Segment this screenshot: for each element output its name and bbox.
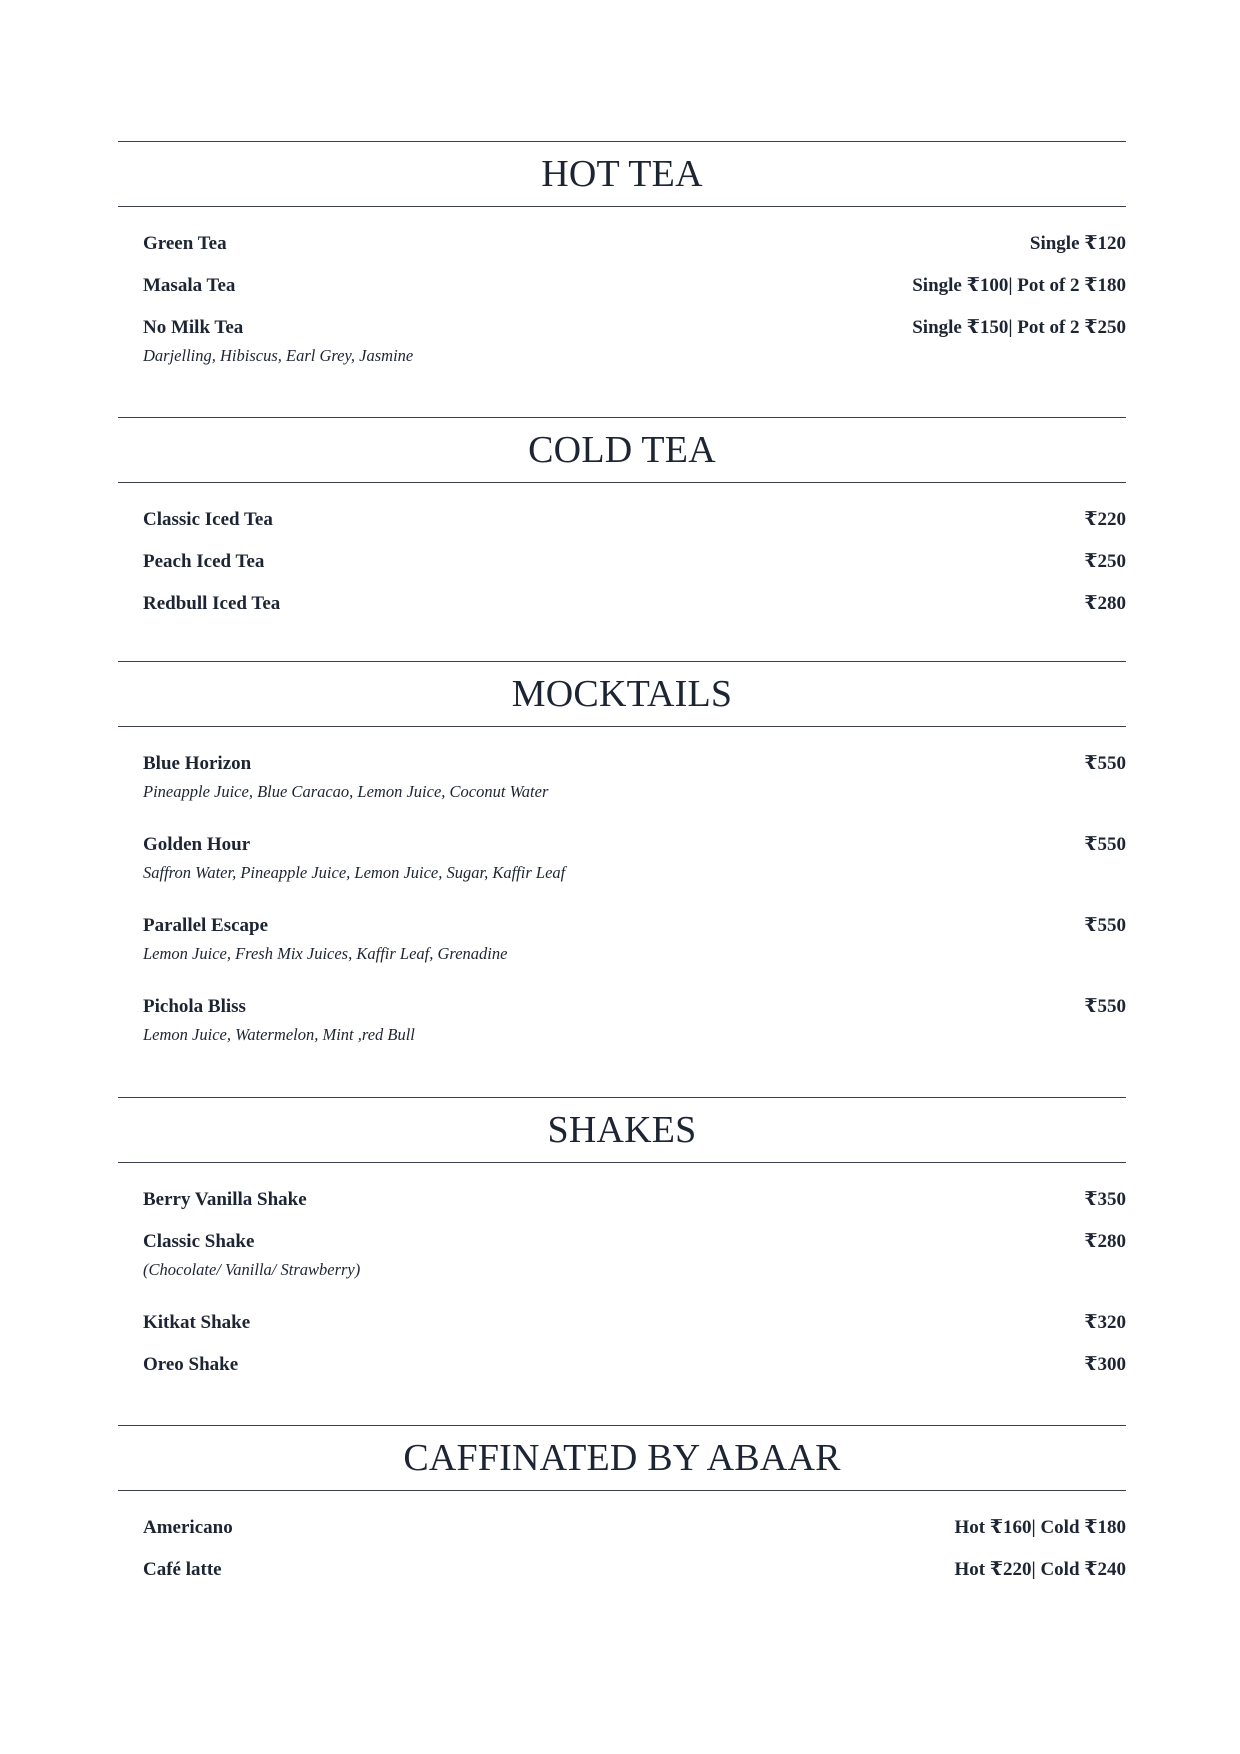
menu-item-block [143,905,1126,969]
item-description: Darjelling, Hibiscus, Earl Grey, Jasmine [143,346,414,365]
item-price: ₹550 [1084,996,1126,1017]
item-name: Classic Iced Tea [143,509,273,530]
item-name: Café latte [143,1559,222,1580]
item-price: ₹250 [1084,551,1126,572]
section-title: SHAKES [547,1109,697,1151]
item-price: Single ₹150| Pot of 2 ₹250 [912,317,1126,338]
section-cold-tea [118,417,1126,661]
item-price: ₹280 [1084,1231,1126,1252]
menu-item-block [143,824,1126,888]
item-name: Oreo Shake [143,1354,239,1375]
menu-item [143,1221,1126,1263]
section-caffinated [118,1425,1126,1595]
item-name: Kitkat Shake [143,1312,251,1333]
section-header [118,417,1126,483]
menu-item [143,223,1126,265]
item-description: Lemon Juice, Watermelon, Mint ,red Bull [143,1025,415,1044]
item-list [118,1491,1126,1591]
menu-item [143,1179,1126,1221]
menu-item [143,743,1126,785]
item-price: Hot ₹160| Cold ₹180 [954,1517,1126,1538]
item-name: Peach Iced Tea [143,551,265,572]
item-price: ₹550 [1084,834,1126,855]
section-title: HOT TEA [541,153,703,195]
menu-item [143,824,1126,866]
menu-item [143,307,1126,349]
menu-item [143,986,1126,1028]
item-price: ₹550 [1084,915,1126,936]
item-description: (Chocolate/ Vanilla/ Strawberry) [143,1260,361,1279]
item-price: Single ₹120 [1029,233,1126,254]
item-name: Pichola Bliss [143,996,246,1017]
section-hot-tea [118,141,1126,417]
menu-page [118,141,1126,1595]
item-name: Berry Vanilla Shake [143,1189,307,1210]
item-price: ₹280 [1084,593,1126,614]
menu-item-block [143,1221,1126,1285]
section-header [118,141,1126,207]
item-list [118,1163,1126,1386]
item-price: Hot ₹220| Cold ₹240 [954,1559,1126,1580]
menu-item [143,1344,1126,1386]
item-name: Masala Tea [143,275,236,296]
menu-item [143,541,1126,583]
item-name: Blue Horizon [143,753,252,774]
item-price: ₹220 [1084,509,1126,530]
menu-item [143,1549,1126,1591]
item-description: Pineapple Juice, Blue Caracao, Lemon Juice, Coconut Water [143,782,549,801]
item-price: ₹350 [1084,1189,1126,1210]
section-header [118,1097,1126,1163]
menu-item-block [143,743,1126,807]
section-shakes [118,1097,1126,1425]
item-name: Redbull Iced Tea [143,593,281,614]
menu-item [143,1302,1126,1344]
section-mocktails [118,661,1126,1097]
item-name: No Milk Tea [143,317,244,338]
item-list [118,483,1126,625]
item-list [118,207,1126,371]
menu-item [143,499,1126,541]
section-title: COLD TEA [528,429,716,471]
item-name: Green Tea [143,233,227,254]
menu-item [143,1507,1126,1549]
menu-item [143,583,1126,625]
item-price: ₹300 [1084,1354,1126,1375]
item-price: ₹550 [1084,753,1126,774]
section-title: MOCKTAILS [511,673,733,715]
item-name: Parallel Escape [143,915,269,936]
item-description: Lemon Juice, Fresh Mix Juices, Kaffir Leaf, Grenadine [143,944,508,963]
menu-item [143,265,1126,307]
menu-item-block [143,986,1126,1050]
section-header [118,661,1126,727]
item-list [118,727,1126,1050]
item-name: Classic Shake [143,1231,255,1252]
menu-item [143,905,1126,947]
item-name: Americano [143,1517,233,1538]
section-title: CAFFINATED BY ABAAR [403,1437,841,1479]
item-price: ₹320 [1084,1312,1126,1333]
item-name: Golden Hour [143,834,251,855]
section-header [118,1425,1126,1491]
item-description: Saffron Water, Pineapple Juice, Lemon Juice, Sugar, Kaffir Leaf [143,863,566,882]
item-price: Single ₹100| Pot of 2 ₹180 [912,275,1126,296]
